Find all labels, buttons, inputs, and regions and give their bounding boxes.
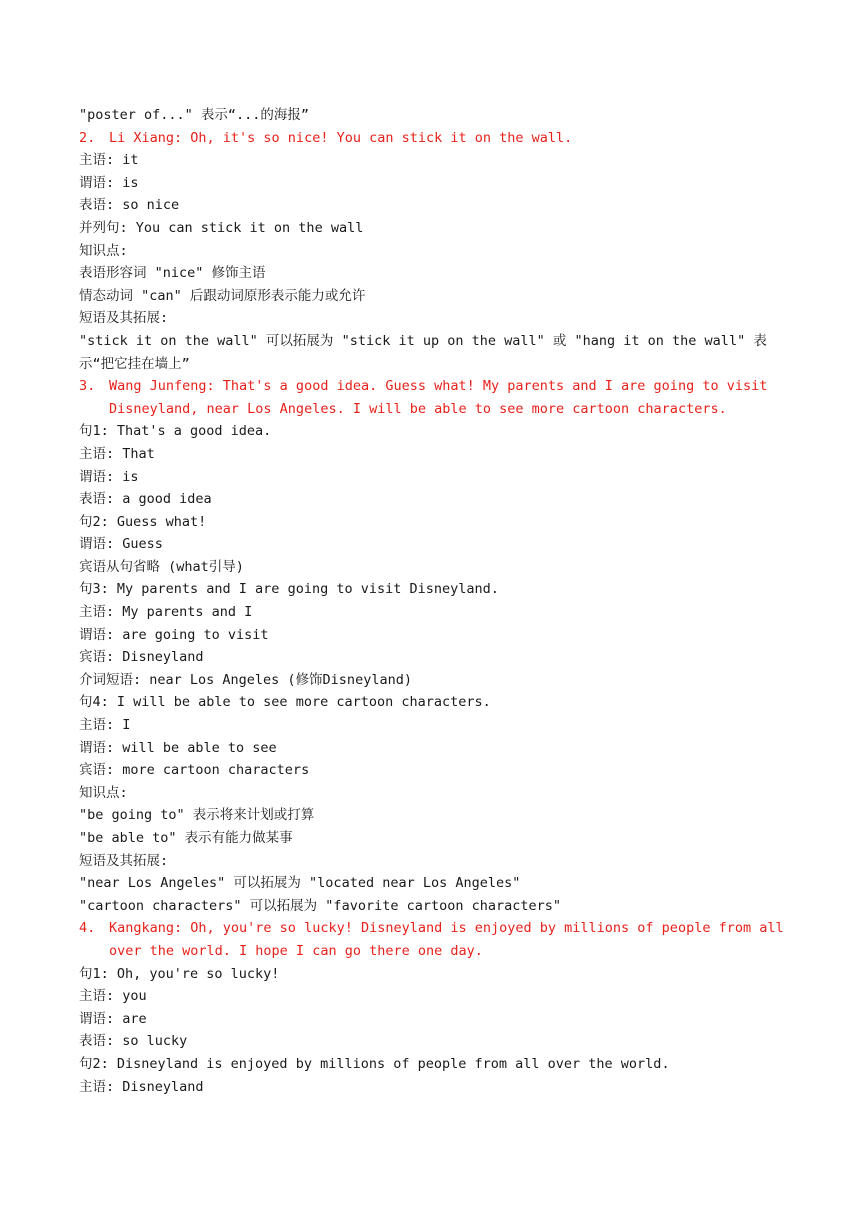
text-line: 主语: Disneyland	[79, 1078, 204, 1095]
text-line: 表语: so nice	[79, 197, 180, 214]
text-line: 宾语从句省略 (what引导)	[79, 558, 244, 575]
text-line: "near Los Angeles" 可以拓展为 "located near Los Angeles"	[79, 875, 521, 892]
section-heading: 短语及其拓展:	[79, 852, 169, 869]
text-line: 句2: Guess what!	[79, 513, 207, 530]
text-line: 句3: My parents and I are going to visit Disneyland.	[79, 581, 499, 598]
dialogue-text: Kangkang: Oh, you're so lucky! Disneyland is enjoyed by millions of people from all over the world. I hope I can go there one day.	[109, 920, 784, 959]
text-line: 谓语: will be able to see	[79, 739, 277, 756]
text-line: 宾语: more cartoon characters	[79, 762, 310, 779]
text-line: 句1: That's a good idea.	[79, 423, 272, 440]
document-page	[79, 104, 785, 1098]
text-line: 主语: it	[79, 152, 139, 169]
dialogue-text: Wang Junfeng: That's a good idea. Guess what! My parents and I are going to visit Disneyland, near Los Angeles. I will be able to see more cartoon characters.	[109, 378, 768, 417]
text-line: "cartoon characters" 可以拓展为 "favorite cartoon characters"	[79, 897, 562, 914]
text-line: "stick it on the wall" 可以拓展为 "stick it up on the wall" 或 "hang it on the wall" 表示“把它挂在墙上”	[79, 332, 767, 372]
section-heading: 短语及其拓展:	[79, 310, 169, 327]
dialogue-item-4	[79, 917, 785, 962]
item-number: 2.	[79, 129, 96, 146]
text-line: 谓语: are going to visit	[79, 626, 269, 643]
text-line: 谓语: Guess	[79, 536, 163, 553]
dialogue-item-2	[79, 127, 785, 150]
item-number: 3.	[79, 378, 96, 395]
text-line: 句4: I will be able to see more cartoon characters.	[79, 694, 491, 711]
text-line: "be going to" 表示将来计划或打算	[79, 807, 315, 824]
text-line: 宾语: Disneyland	[79, 649, 204, 666]
text-line: 表语: a good idea	[79, 491, 212, 508]
text-line: 情态动词 "can" 后跟动词原形表示能力或允许	[79, 287, 366, 304]
text-line: 句2: Disneyland is enjoyed by millions of people from all over the world.	[79, 1055, 670, 1072]
text-line: 句1: Oh, you're so lucky!	[79, 965, 280, 982]
text-line: 表语形容词 "nice" 修饰主语	[79, 265, 266, 282]
text-line: 表语: so lucky	[79, 1033, 188, 1050]
section-heading: 知识点:	[79, 242, 128, 259]
text-line: 主语: My parents and I	[79, 604, 253, 621]
dialogue-text: Li Xiang: Oh, it's so nice! You can stick it on the wall.	[109, 129, 573, 146]
text-line: 主语: That	[79, 445, 155, 462]
text-line: 谓语: are	[79, 1010, 147, 1027]
text-line: 主语: you	[79, 988, 147, 1005]
text-line: 并列句: You can stick it on the wall	[79, 219, 364, 236]
text-line: "poster of..." 表示“...的海报”	[79, 107, 310, 123]
text-line: 主语: I	[79, 717, 131, 734]
dialogue-item-3	[79, 375, 785, 420]
text-line: 谓语: is	[79, 468, 139, 485]
text-line: 介词短语: near Los Angeles (修饰Disneyland)	[79, 671, 412, 688]
text-line: "be able to" 表示有能力做某事	[79, 830, 293, 846]
text-line: 谓语: is	[79, 174, 139, 191]
item-number: 4.	[79, 920, 96, 937]
section-heading: 知识点:	[79, 784, 128, 801]
